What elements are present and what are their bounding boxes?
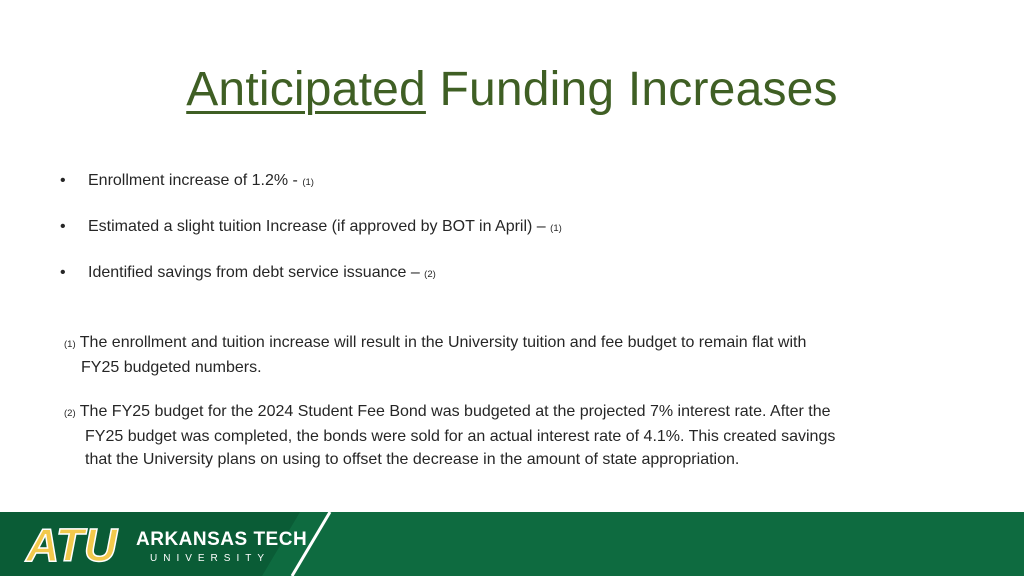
footnote-1	[64, 331, 924, 379]
slide-title-underlined: Anticipated	[186, 63, 426, 116]
footer-stripe	[262, 512, 1024, 576]
bullet-text: Enrollment increase of 1.2% -	[88, 172, 303, 189]
bullet-dot: •	[60, 218, 66, 235]
footnote-2	[64, 400, 924, 471]
bullet-ref: (1)	[302, 177, 314, 188]
bullet-dot: •	[60, 264, 66, 281]
footnote-line: that the University plans on using to offset the decrease in the amount of state appropriation.	[85, 451, 740, 468]
logo-name: ARKANSAS TECH	[136, 529, 308, 550]
footer-banner	[0, 512, 1024, 576]
atu-logo-mark: ATU	[26, 519, 118, 571]
bullet-item	[60, 170, 562, 216]
footnote-line: FY25 budgeted numbers.	[81, 359, 262, 376]
footnote-line: FY25 budget was completed, the bonds were sold for an actual interest rate of 4.1%. This created savings	[85, 428, 836, 445]
bullet-item	[60, 216, 562, 262]
bullet-dot: •	[60, 172, 66, 189]
bullet-item	[60, 262, 562, 308]
slide-title	[0, 62, 1024, 117]
slide-title-rest: Funding Increases	[425, 63, 838, 116]
bullet-ref: (1)	[550, 223, 562, 234]
bullet-text: Identified savings from debt service issuance –	[88, 264, 425, 281]
footnote-ref: (1)	[64, 339, 76, 350]
footnote-ref: (2)	[64, 408, 76, 419]
logo-subtitle: UNIVERSITY	[150, 553, 271, 564]
bullet-text: Estimated a slight tuition Increase (if approved by BOT in April) –	[88, 218, 551, 235]
bullet-list	[60, 170, 562, 308]
footnote-line: The FY25 budget for the 2024 Student Fee Bond was budgeted at the projected 7% interest rate. After the	[79, 403, 831, 420]
footnote-line: The enrollment and tuition increase will result in the University tuition and fee budget to remain flat with	[79, 334, 807, 351]
bullet-ref: (2)	[424, 269, 436, 280]
